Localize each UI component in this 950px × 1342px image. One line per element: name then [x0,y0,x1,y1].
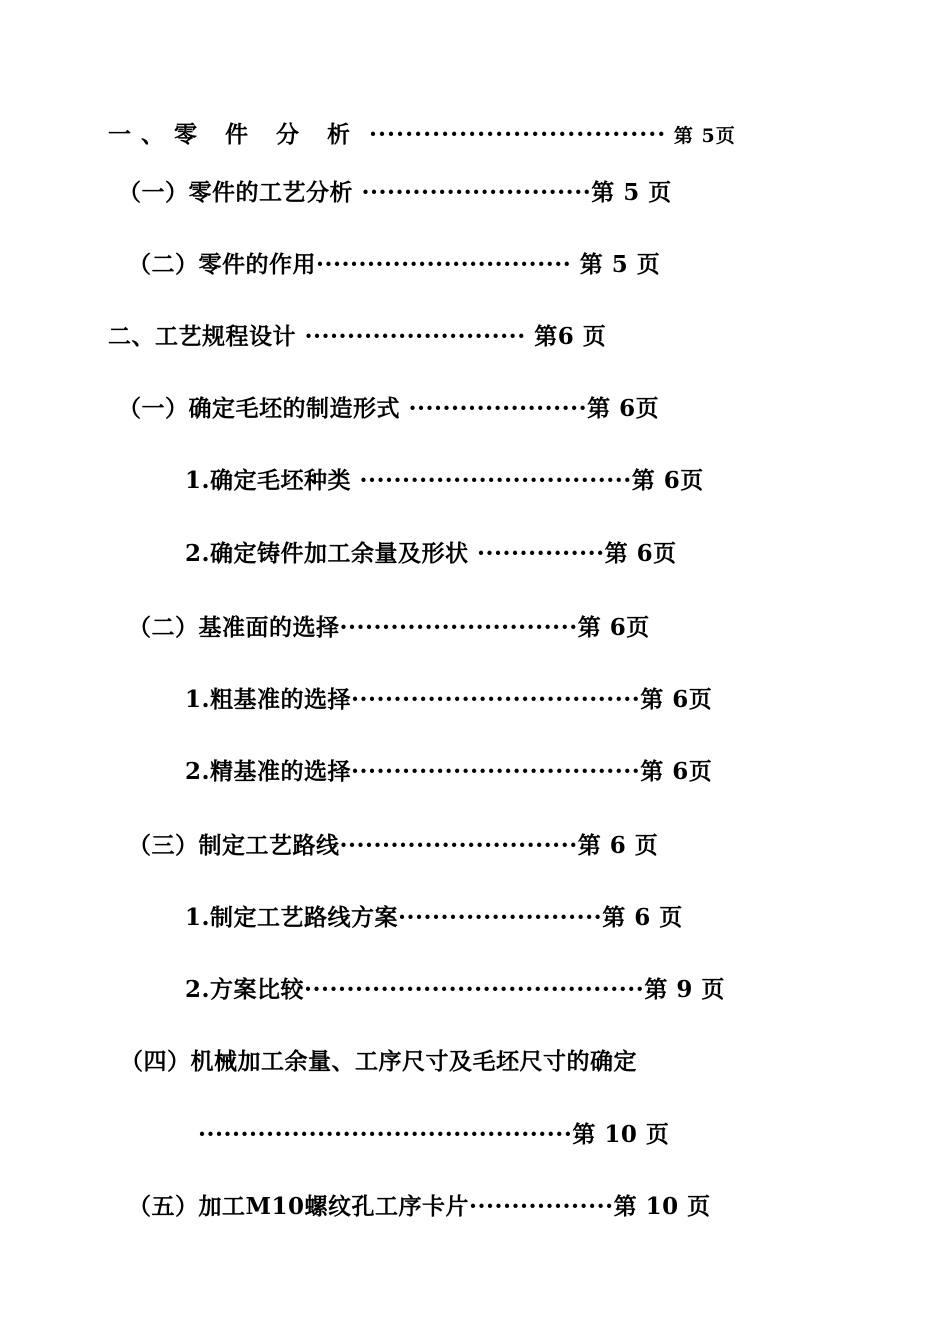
toc-entry [185,757,712,787]
toc-title: 一、零 件 分 析 [108,121,361,148]
toc-leader: ·································· [351,686,641,713]
toc-title: （二）零件的作用 [128,251,316,278]
toc-entry [108,120,736,151]
toc-page: 第 6页 [604,540,677,567]
toc-title: （一）确定毛坯的制造形式 [118,395,400,422]
toc-title: （二）基准面的选择 [128,614,340,641]
toc-leader: ································· [360,121,667,148]
toc-title: （四）机械加工余量、工序尺寸及毛坯尺寸的确定 [120,1048,637,1075]
toc-page: 第 5页 [666,125,736,147]
toc-entry [185,975,725,1005]
toc-title: （一）零件的工艺分析 [118,179,353,206]
toc-page: 第 9 页 [644,976,725,1003]
toc-entry [128,250,660,280]
toc-title: （三）制定工艺路线 [128,832,340,859]
toc-page: 第 6 页 [577,832,659,859]
toc-page: 第 5 页 [571,251,661,278]
toc-title: 1.制定工艺路线方案 [185,904,399,931]
toc-page: 第 6 页 [602,904,683,931]
toc-leader: ············································ [198,1121,573,1148]
toc-entry [118,178,672,208]
toc-title: 2.确定铸件加工余量及形状 [185,540,469,567]
toc-title: 二、工艺规程设计 [108,323,296,350]
toc-leader: ································ [351,467,632,494]
toc-title: （五）加工M10螺纹孔工序卡片 [128,1193,469,1220]
toc-entry [118,394,659,424]
toc-leader: ········································ [304,976,645,1003]
toc-page: 第 6页 [631,467,704,494]
toc-page: 第 5 页 [591,179,672,206]
toc-leader: ·································· [351,758,641,785]
toc-leader: ···························· [339,832,578,859]
toc-entry [128,1192,711,1222]
toc-entry [185,539,677,569]
toc-leader: ····················· [400,395,588,422]
toc-title: 1.粗基准的选择 [185,686,352,713]
toc-entry [108,322,606,352]
toc-entry [185,466,704,496]
toc-page: 第 6页 [640,758,713,785]
toc-title: 1.确定毛坯种类 [185,467,352,494]
toc-entry [185,903,683,933]
toc-leader: ······························ [316,251,572,278]
toc-entry [128,831,658,861]
toc-entry-continuation [198,1120,669,1150]
toc-page: 第6 页 [525,323,607,350]
toc-leader: ··························· [353,179,592,206]
toc-leader: ················· [468,1193,614,1220]
toc-page: 第 6页 [587,395,660,422]
toc-leader: ························ [398,904,603,931]
toc-entry [120,1047,637,1077]
toc-title: 2.方案比较 [185,976,305,1003]
toc-title: 2.精基准的选择 [185,758,352,785]
toc-leader: ·························· [296,323,526,350]
toc-entry [185,685,712,715]
toc-page: 第 10 页 [613,1193,711,1220]
toc-page: 第 6页 [640,686,713,713]
toc-leader: ···························· [339,614,578,641]
toc-page: 第 10 页 [572,1121,670,1148]
toc-leader: ··············· [468,540,605,567]
toc-page: 第 6页 [577,614,650,641]
toc-entry [128,613,650,643]
